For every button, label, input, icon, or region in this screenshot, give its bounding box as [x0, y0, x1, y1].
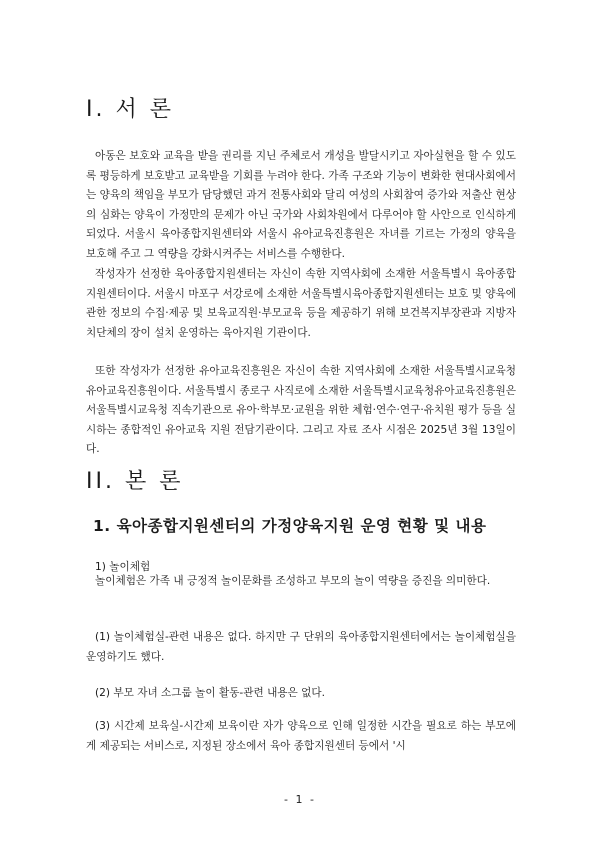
- body-paragraph-1: 놀이체험은 가족 내 긍정적 놀이문화를 조성하고 부모의 놀이 역량을 증진을 의미한다.: [95, 575, 491, 587]
- sub-title: 1) 놀이체험: [95, 561, 151, 573]
- body-paragraph-4: (3) 시간제 보육실-시간제 보육이란 자가 양육으로 인해 일정한 시간을 필요로 하는 부모에게 제공되는 서비스로, 지정된 장소에서 육아 종합지원센터 등에서 '시: [86, 720, 516, 752]
- page-number: - 1 -: [284, 793, 316, 806]
- intro-paragraph-3: 또한 작성자가 선정한 유아교육진흥원은 자신이 속한 지역사회에 소재한 서울특별시교육청유아교육진흥원이다. 서울특별시 종로구 사직로에 소재한 서울특별시교육청유아교육진흥원은 서울특별시교육청 직속기관으로 유아·학부모·교원을 위한 체험·연수·연구·유치원 평가 등을 실시하는 종합적인 유아교육 지원 전담기관이다. 그리고 자료 조사 시점은 2025년 3월 13일이다.: [86, 365, 516, 455]
- body-heading: II. 본 론: [86, 469, 184, 494]
- body-paragraph-2: (1) 놀이체험실-관련 내용은 없다. 하지만 구 단위의 육아종합지원센터에서는 놀이체험실을 운영하기도 했다.: [86, 631, 516, 663]
- intro-paragraph-1: 아동은 보호와 교육을 받을 권리를 지닌 주체로서 개성을 발달시키고 자아실현을 할 수 있도록 평등하게 보호받고 교육받을 기회를 누려야 한다. 가족 구조와 기능이 변화한 현대사회에서는 양육의 책임을 부모가 담당했던 과거 전통사회와 달리 여성의 사회참여 증가와 저출산 현상의 심화는 양육이 가정만의 문제가 아닌 국가와 사회차원에서 다루어야 할 사안으로 인식하게 되었다. 서울시 육아종합지원센터와 서울시 유아교육진흥원은 자녀를 기르는 가정의 양육을 보호해 주고 그 역량을 강화시켜주는 서비스를 수행한다.: [86, 150, 516, 260]
- section-title: 1. 육아종합지원센터의 가정양육지원 운영 현황 및 내용: [93, 517, 487, 535]
- body-paragraph-3: (2) 부모 자녀 소그룹 놀이 활동-관련 내용은 없다.: [95, 687, 325, 699]
- intro-paragraph-2: 작성자가 선정한 육아종합지원센터는 자신이 속한 지역사회에 소재한 서울특별시 육아종합지원센터이다. 서울시 마포구 서강로에 소재한 서울특별시육아종합지원센터는 보호 및 양육에 관한 정보의 수집·제공 및 보육교직원·부모교육 등을 제공하기 위해 보건복지부장관과 지방자치단체의 장이 설치 운영하는 육아지원 기관이다.: [86, 268, 516, 339]
- intro-heading: I. 서 론: [86, 97, 174, 122]
